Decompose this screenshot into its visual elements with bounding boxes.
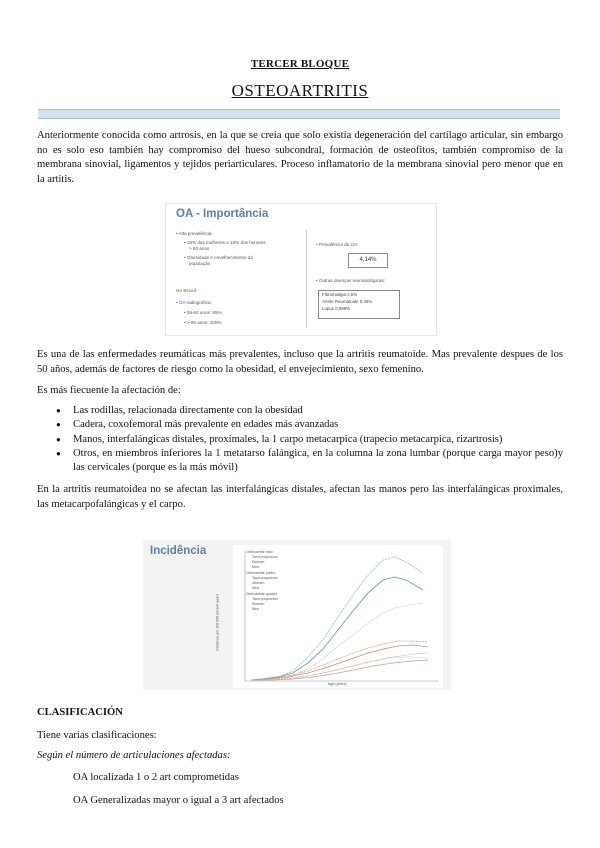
- affected-intro: Es más fiecuente la afectación de:: [37, 385, 181, 396]
- slide-line: • 18% das mulheres e 10% dos homens: [184, 240, 266, 245]
- slide-line: Fibromialgia 2,5%: [322, 292, 358, 297]
- slide-line: > 60 anos: [189, 246, 210, 251]
- slide-title: OA - Importância: [176, 208, 269, 220]
- prevalence-paragraph: Es una de las enfermedades reumáticas más prevalentes, incluso que la artritis reumatoide. Mas prevalente despues de los 50 años, además de factores de riesgo como la obesidad, el envejecimiento, sexo femenino.: [37, 349, 563, 375]
- slide-line: No Brasil:: [176, 288, 198, 293]
- legend-entry: Taxa proporcion: [252, 597, 278, 601]
- slide-line: população: [189, 261, 211, 266]
- list-item: ● Las rodillas, relacionada directamente con la obesidad: [37, 404, 563, 418]
- prevalence-value: 4,14%: [348, 253, 388, 268]
- list-item: ● Otros, en miembros inferiores la 1 metatarso falángica, en la columna la zona lumbar (porque carga mayor peso)y las cervicales (porque es la más móvil): [37, 447, 563, 476]
- title-divider: [38, 109, 560, 119]
- legend-entry: Osteoartrite mão: [246, 550, 273, 554]
- classification-heading: CLASIFICACIÓN: [37, 707, 123, 718]
- slide-line: Artrite Reumatoide 0,46%: [322, 299, 373, 304]
- list-item: ● Manos, interfalángicas distales, proximales, la 1 carpo metacarpica (trapecio metacarpica, rizartrosis): [37, 433, 563, 447]
- classification-intro: Tiene varias clasificaciones:: [37, 730, 157, 741]
- series-line: [251, 603, 423, 680]
- slide-line: • OA radiográfica:: [176, 300, 212, 305]
- incidence-chart-svg: [233, 545, 443, 688]
- slide-divider: [306, 230, 307, 328]
- legend-entry: Taxa proporcion: [252, 576, 278, 580]
- legend-entry: Taxa proporcion: [252, 555, 278, 559]
- series-line: [251, 641, 428, 680]
- affected-joints-list: [37, 404, 563, 475]
- slide-line: • 55-64 anos: 85%: [184, 310, 222, 315]
- legend-entry: Women: [252, 560, 265, 564]
- legend-entry: Osteoartrite joelho: [246, 571, 276, 575]
- slide-incidencia: [143, 540, 451, 690]
- classification-criterion: Según el número de articulaciones afectadas:: [37, 750, 231, 761]
- list-item: ● Cadera, coxofemoral más prevalente en edades más avanzadas: [37, 418, 563, 432]
- chart-xlabel: Age (years): [328, 682, 347, 686]
- legend-entry: Men: [252, 586, 259, 590]
- slide-importancia: [165, 203, 437, 336]
- series-line: [251, 657, 428, 680]
- legend-entry: Men: [252, 565, 259, 569]
- document-title: OSTEOARTRITIS: [231, 81, 369, 100]
- slide-line: • Prevalência de OA:: [316, 242, 359, 247]
- legend-entry: Osteoartrite quadril: [246, 592, 277, 596]
- slide-line: • Alta prevalência:: [176, 231, 213, 236]
- classification-item: OA Generalizadas mayor o igual a 3 art afectados: [73, 795, 284, 806]
- classification-item: OA localizada 1 o 2 art comprometidas: [73, 772, 239, 783]
- legend-entry: Women: [252, 602, 265, 606]
- ra-comparison-paragraph: En la artritis reumatoidea no se afectan las interfalángicas distales, afectan las manos pero las interfalángicas proximales, las metacarpofalángicas y el carpo.: [37, 484, 563, 510]
- intro-paragraph: Anteriormente conocida como artrosis, en la que se creía que solo existía degeneración del cartílago articular, sin embargo no es solo eso también hay compromiso del hueso subcondral, formación de osteofitos, también compromiso de la membrana sinovial, ligamentos y tejidos periarticulares. Proceso inflamatorio de la membrana sinovial pero menor que en la artitis.: [37, 130, 563, 185]
- slide-line: Lupus 0,098%: [322, 306, 351, 311]
- slide-title: Incidência: [150, 545, 207, 557]
- slide-line: • Outras doenças reumatológicas:: [316, 278, 386, 283]
- slide-line: • > 85 anos: 100%: [184, 320, 222, 325]
- legend-entry: Men: [252, 607, 259, 611]
- incidence-chart: [215, 545, 443, 688]
- chart-ylabel: Incidence per 100 000 person-years: [215, 593, 220, 652]
- other-diseases-box: [318, 290, 400, 319]
- section-header: TERCER BLOQUE: [250, 58, 350, 70]
- legend-entry: Women: [252, 581, 265, 585]
- slide-line: • Obesidade e envelhecimento da: [184, 255, 253, 260]
